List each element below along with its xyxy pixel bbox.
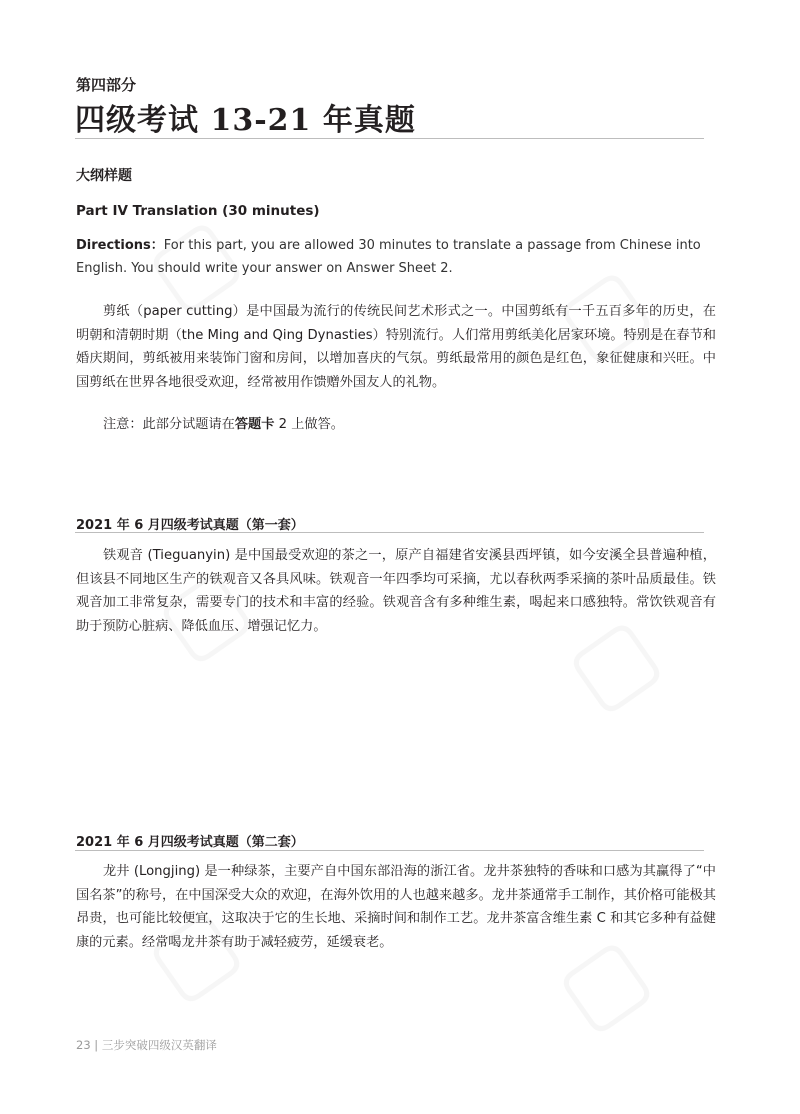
part-iv-heading: Part IV Translation (30 minutes) <box>76 203 320 219</box>
exam-heading-set1: 2021 年 6 月四级考试真题（第一套） <box>76 518 304 533</box>
title-divider <box>75 138 704 139</box>
page-footer: 23 | 三步突破四级汉英翻译 <box>76 1038 217 1052</box>
page-title: 四级考试 13-21 年真题 <box>75 103 416 138</box>
directions <box>76 234 716 280</box>
exam-divider <box>75 532 704 533</box>
section-heading: 大纲样题 <box>76 168 132 184</box>
exam-divider <box>75 850 704 851</box>
note-bold: 答题卡 <box>234 417 275 432</box>
part-label: 第四部分 <box>76 76 137 94</box>
sample-passage: 剪纸（paper cutting）是中国最为流行的传统民间艺术形式之一。中国剪纸有一千五百多年的历史，在明朝和清朝时期（the Ming and Qing Dynasties）特别流行。人们常用剪纸美化居家环境。特别是在春节和婚庆期间，剪纸被用来装饰门窗和房间，以增加喜庆的气氛。剪纸最常用的颜色是红色，象征健康和兴旺。中国剪纸在世界各地很受欢迎，经常被用作馈赠外国友人的礼物。 <box>76 304 716 390</box>
answer-note <box>103 413 344 432</box>
directions-text: For this part, you are allowed 30 minutes to translate a passage from Chinese into English. You should write your answer on Answer Sheet 2. <box>76 238 701 276</box>
exam-passage-set2: 龙井 (Longjing) 是一种绿茶，主要产自中国东部沿海的浙江省。龙井茶独特的香味和口感为其赢得了“中国名茶”的称号，在中国深受大众的欢迎，在海外饮用的人也越来越多。龙井茶通常手工制作，其价格可能极其昂贵，也可能比较便宜，这取决于它的生长地、采摘时间和制作工艺。龙井茶富含维生素 C 和其它多种有益健康的元素。经常喝龙井茶有助于减轻疲劳，延缓衰老。 <box>76 864 716 950</box>
exam-passage-set1: 铁观音 (Tieguanyin) 是中国最受欢迎的茶之一，原产自福建省安溪县西坪镇，如今安溪全县普遍种植，但该县不同地区生产的铁观音又各具风味。铁观音一年四季均可采摘，尤以春秋两季采摘的茶叶品质最佳。铁观音加工非常复杂，需要专门的技术和丰富的经验。铁观音含有多种维生素，喝起来口感独特。常饮铁观音有助于预防心脏病、降低血压、增强记忆力。 <box>76 548 716 634</box>
directions-label: Directions： <box>76 238 164 253</box>
note-suffix: 2 上做答。 <box>274 417 344 432</box>
note-prefix: 注意：此部分试题请在 <box>103 417 235 432</box>
exam-heading-set2: 2021 年 6 月四级考试真题（第二套） <box>76 835 304 850</box>
